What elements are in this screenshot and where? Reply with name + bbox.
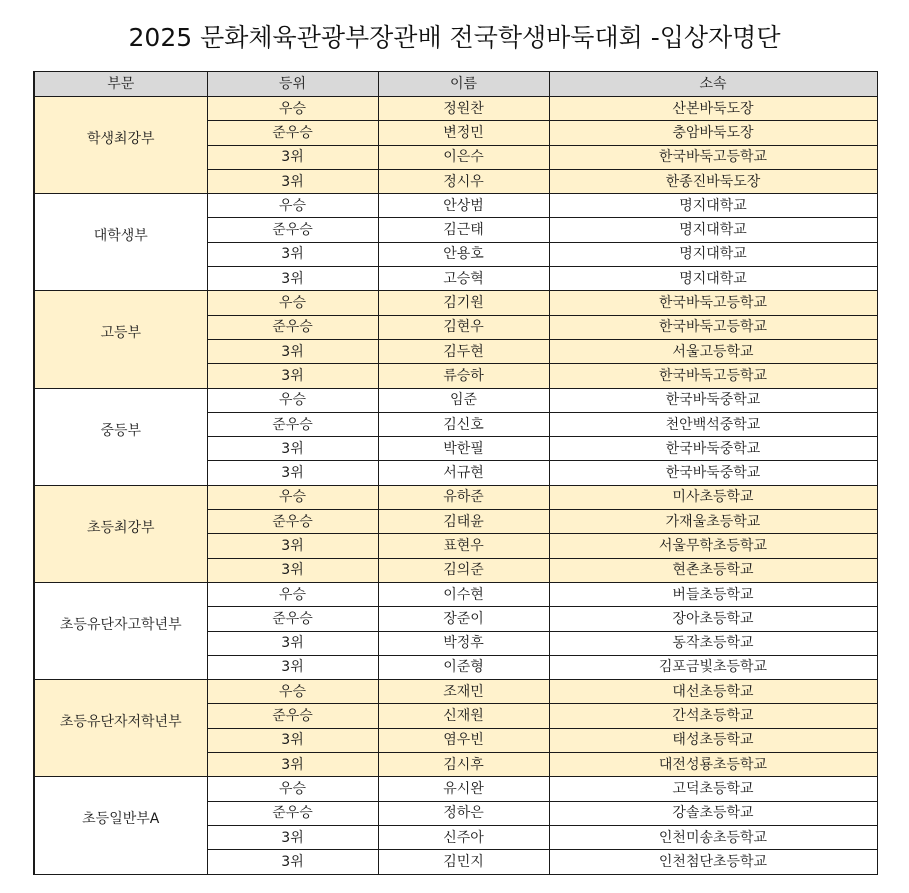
name-cell: 안상범	[378, 194, 549, 218]
rank-cell: 3위	[207, 534, 378, 558]
affiliation-cell: 인천첨단초등학교	[549, 850, 877, 874]
name-cell: 김의준	[378, 558, 549, 582]
name-cell: 박정후	[378, 631, 549, 655]
name-cell: 김근태	[378, 218, 549, 242]
division-name: 초등최강부	[86, 519, 155, 536]
name-cell: 변정민	[378, 121, 549, 145]
rank-cell: 3위	[207, 339, 378, 363]
header-rank: 등위	[207, 72, 378, 97]
affiliation-cell: 한국바둑고등학교	[549, 364, 877, 388]
rank-cell: 3위	[207, 655, 378, 679]
affiliation-cell: 명지대학교	[549, 218, 877, 242]
name-cell: 이수현	[378, 582, 549, 606]
rank-cell: 우승	[207, 97, 378, 121]
header-division: 부문	[34, 72, 207, 97]
winners-table	[33, 71, 878, 875]
rank-cell: 준우승	[207, 704, 378, 728]
affiliation-cell: 태성초등학교	[549, 728, 877, 752]
affiliation-cell: 한국바둑중학교	[549, 437, 877, 461]
rank-cell: 3위	[207, 558, 378, 582]
rank-cell: 우승	[207, 485, 378, 509]
rank-cell: 3위	[207, 242, 378, 266]
affiliation-cell: 대전성룡초등학교	[549, 753, 877, 777]
rank-cell: 3위	[207, 461, 378, 485]
affiliation-cell: 현촌초등학교	[549, 558, 877, 582]
division-name: 중등부	[100, 422, 142, 439]
division-cell	[34, 680, 207, 777]
rank-cell: 3위	[207, 267, 378, 291]
division-name: 초등유단자고학년부	[59, 617, 182, 634]
rank-cell: 3위	[207, 169, 378, 193]
affiliation-cell: 동작초등학교	[549, 631, 877, 655]
affiliation-cell: 한국바둑고등학교	[549, 145, 877, 169]
division-cell	[34, 388, 207, 485]
rank-cell: 우승	[207, 388, 378, 412]
name-cell: 김기원	[378, 291, 549, 315]
rank-cell: 준우승	[207, 315, 378, 339]
rank-cell: 준우승	[207, 801, 378, 825]
affiliation-cell: 한국바둑중학교	[549, 461, 877, 485]
name-cell: 신주아	[378, 825, 549, 849]
table-row	[34, 291, 877, 315]
name-cell: 김신호	[378, 412, 549, 436]
rank-cell: 3위	[207, 728, 378, 752]
header-affiliation: 소속	[549, 72, 877, 97]
name-cell: 유하준	[378, 485, 549, 509]
affiliation-cell: 한국바둑고등학교	[549, 315, 877, 339]
rank-cell: 우승	[207, 777, 378, 801]
name-cell: 류승하	[378, 364, 549, 388]
affiliation-cell: 김포금빛초등학교	[549, 655, 877, 679]
rank-cell: 준우승	[207, 607, 378, 631]
rank-cell: 준우승	[207, 412, 378, 436]
name-cell: 정하은	[378, 801, 549, 825]
rank-cell: 준우승	[207, 218, 378, 242]
rank-cell: 우승	[207, 194, 378, 218]
rank-cell: 3위	[207, 145, 378, 169]
affiliation-cell: 서울무학초등학교	[549, 534, 877, 558]
division-cell	[34, 194, 207, 291]
affiliation-cell: 한종진바둑도장	[549, 169, 877, 193]
affiliation-cell: 고덕초등학교	[549, 777, 877, 801]
affiliation-cell: 가재울초등학교	[549, 510, 877, 534]
affiliation-cell: 장아초등학교	[549, 607, 877, 631]
affiliation-cell: 천안백석중학교	[549, 412, 877, 436]
header-name: 이름	[378, 72, 549, 97]
table-body	[34, 97, 877, 875]
table-row	[34, 97, 877, 121]
name-cell: 염우빈	[378, 728, 549, 752]
table-row	[34, 777, 877, 801]
rank-cell: 준우승	[207, 121, 378, 145]
name-cell: 신재원	[378, 704, 549, 728]
name-cell: 박한필	[378, 437, 549, 461]
name-cell: 김두현	[378, 339, 549, 363]
rank-cell: 우승	[207, 582, 378, 606]
table-row	[34, 582, 877, 606]
name-cell: 장준이	[378, 607, 549, 631]
affiliation-cell: 한국바둑중학교	[549, 388, 877, 412]
name-cell: 임준	[378, 388, 549, 412]
name-cell: 김시후	[378, 753, 549, 777]
rank-cell: 우승	[207, 291, 378, 315]
affiliation-cell: 대선초등학교	[549, 680, 877, 704]
division-name: 대학생부	[93, 228, 148, 245]
division-cell	[34, 97, 207, 194]
affiliation-cell: 산본바둑도장	[549, 97, 877, 121]
affiliation-cell: 간석초등학교	[549, 704, 877, 728]
rank-cell: 3위	[207, 753, 378, 777]
name-cell: 김태윤	[378, 510, 549, 534]
name-cell: 이은수	[378, 145, 549, 169]
division-name: 초등일반부A	[82, 811, 160, 828]
name-cell: 고승혁	[378, 267, 549, 291]
affiliation-cell: 인천미송초등학교	[549, 825, 877, 849]
rank-cell: 3위	[207, 437, 378, 461]
rank-cell: 3위	[207, 825, 378, 849]
rank-cell: 3위	[207, 850, 378, 874]
division-name: 초등유단자저학년부	[59, 714, 182, 731]
affiliation-cell: 한국바둑고등학교	[549, 291, 877, 315]
name-cell: 유시완	[378, 777, 549, 801]
division-cell	[34, 777, 207, 874]
name-cell: 정원찬	[378, 97, 549, 121]
rank-cell: 준우승	[207, 510, 378, 534]
division-cell	[34, 485, 207, 582]
table-row	[34, 388, 877, 412]
name-cell: 표현우	[378, 534, 549, 558]
affiliation-cell: 명지대학교	[549, 242, 877, 266]
name-cell: 이준형	[378, 655, 549, 679]
division-cell	[34, 291, 207, 388]
table-row	[34, 194, 877, 218]
affiliation-cell: 명지대학교	[549, 194, 877, 218]
table-row	[34, 485, 877, 509]
table-header-row	[34, 72, 877, 97]
name-cell: 조재민	[378, 680, 549, 704]
division-name: 학생최강부	[86, 131, 155, 148]
affiliation-cell: 서울고등학교	[549, 339, 877, 363]
table-row	[34, 680, 877, 704]
name-cell: 서규현	[378, 461, 549, 485]
name-cell: 김현우	[378, 315, 549, 339]
rank-cell: 3위	[207, 631, 378, 655]
affiliation-cell: 버들초등학교	[549, 582, 877, 606]
division-cell	[34, 582, 207, 679]
name-cell: 정시우	[378, 169, 549, 193]
affiliation-cell: 강솔초등학교	[549, 801, 877, 825]
division-name: 고등부	[100, 325, 142, 342]
affiliation-cell: 미사초등학교	[549, 485, 877, 509]
name-cell: 김민지	[378, 850, 549, 874]
rank-cell: 우승	[207, 680, 378, 704]
name-cell: 안용호	[378, 242, 549, 266]
rank-cell: 3위	[207, 364, 378, 388]
affiliation-cell: 충암바둑도장	[549, 121, 877, 145]
page-title: 2025 문화체육관광부장관배 전국학생바둑대회 -입상자명단	[128, 23, 781, 52]
affiliation-cell: 명지대학교	[549, 267, 877, 291]
